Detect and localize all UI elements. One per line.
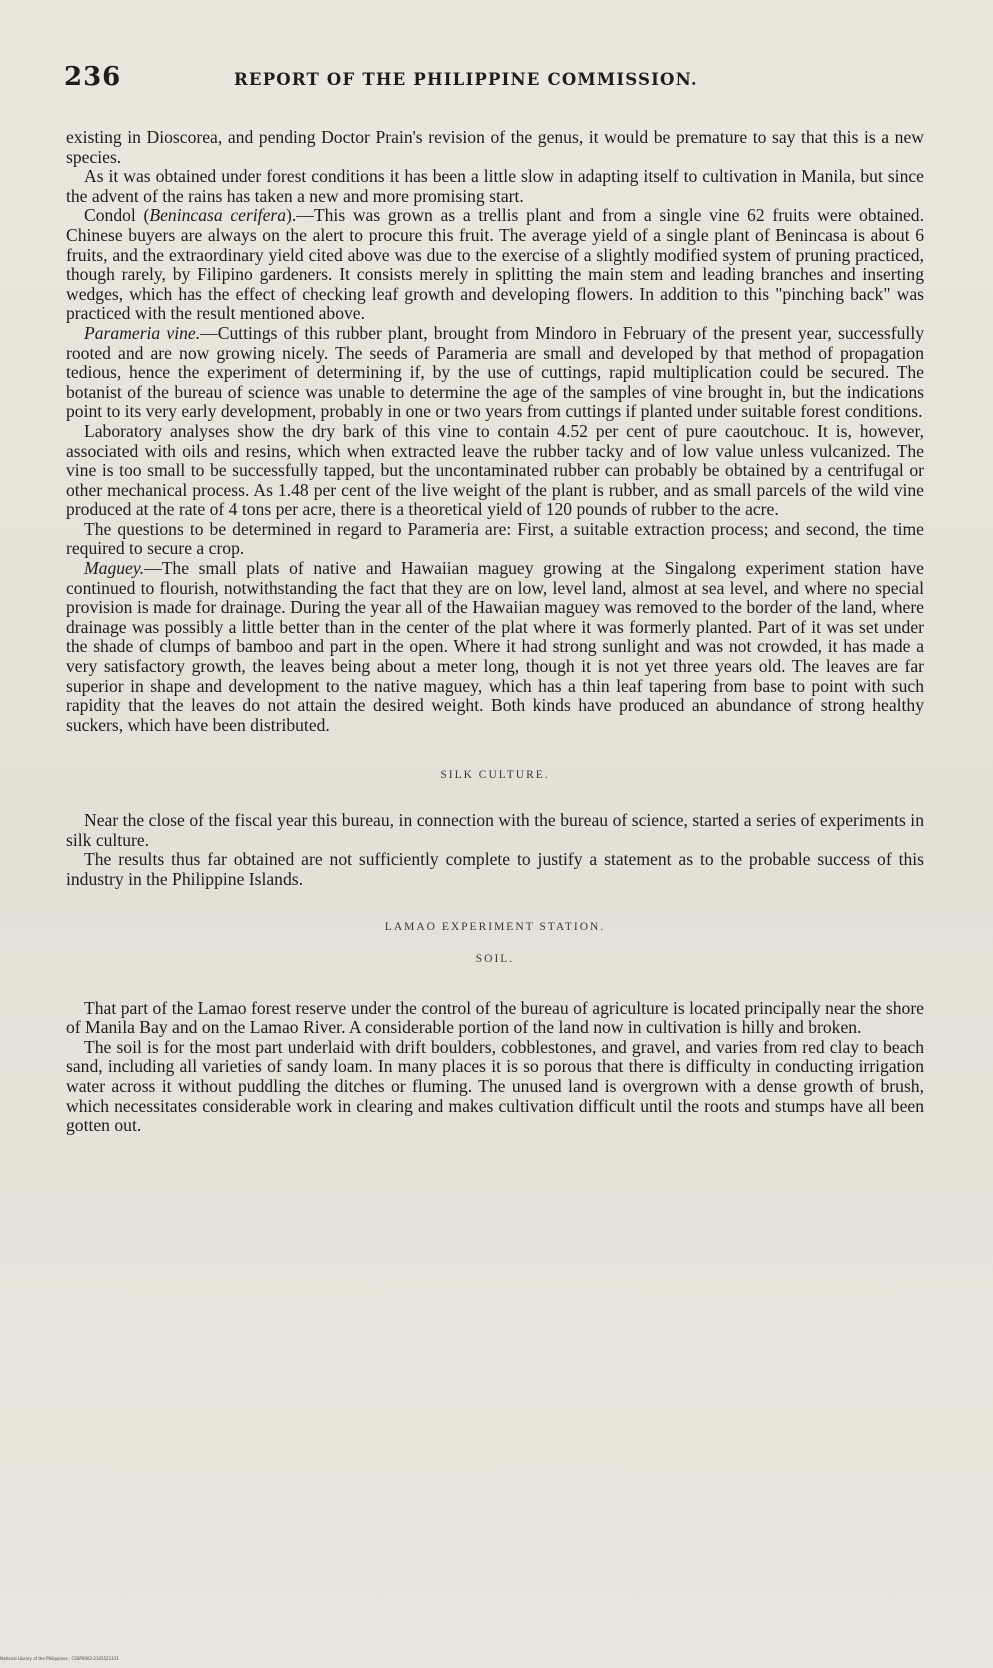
page-number: 236 <box>64 62 122 92</box>
page-body <box>66 128 924 1136</box>
paragraph-dioscorea-cultivation: As it was obtained under forest conditions it has been a little slow in adapting itself to cultivation in Manila, but since the advent of the rains has taken a new and more promising start. <box>66 166 924 206</box>
parameria-text: —Cuttings of this rubber plant, brought from Mindoro in February of the present year, successfully rooted and are now growing nicely. The seeds of Parameria are small and developed by that method of propagation tedious, hence the experiment of determining if, by the use of cuttings, rapid multiplication could be secured. The botanist of the bureau of science was unable to determine the age of the samples of vine brought in, but the indications point to its very early development, probably in one or two years from cuttings if planted under suitable forest conditions. <box>66 322 925 422</box>
maguey-text: —The small plats of native and Hawaiian maguey growing at the Singalong experiment station have continued to flourish, notwithstanding the fact that they are on low, level land, almost at sea level, and where no special provision is made for drainage. During the year all of the Hawaiian maguey was removed to the border of the land, where drainage was possibly a little better than in the center of the plat where it was formerly planted. Part of it was set under the shade of clumps of bamboo and part in the open. Where it had strong sunlight and was not crowded, it has made a very satisfactory growth, the leaves being about a meter long, though it is not yet three years old. The leaves are far superior in shape and development to the native maguey, which has a thin leaf tapering from base to point with such rapidity that the leaves do not attain the desired weight. Both kinds have produced an abundance of strong healthy suckers, which have been distributed. <box>66 558 924 735</box>
running-head: REPORT OF THE PHILIPPINE COMMISSION. <box>234 70 698 89</box>
paragraph-dioscorea-continued: existing in Dioscorea, and pending Doctor Prain's revision of the genus, it would be premature to say that this is a new species. <box>66 127 924 167</box>
paragraph-maguey <box>66 559 924 735</box>
section-heading-soil: SOIL. <box>475 952 515 965</box>
page-header <box>64 62 934 102</box>
section-heading-lamao-station: LAMAO EXPERIMENT STATION. <box>384 921 606 934</box>
condol-scientific-name: Benincasa cerifera <box>149 205 287 226</box>
parameria-lead: Parameria vine. <box>84 322 201 343</box>
paragraph-laboratory-analyses: Laboratory analyses show the dry bark of this vine to contain 4.52 per cent of pure caoutchouc. It is, however, associated with oils and resins, which when extracted leave the rubber tacky and of low value unless vulcanized. The vine is too small to be successfully tapped, but the uncontaminated rubber can probably be obtained by a centrifugal or other mechanical process. As 1.48 per cent of the live weight of the plant is rubber, and as small parcels of the wild vine produced at the rate of 4 tons per acre, there is a theoretical yield of 120 pounds of rubber to the acre. <box>66 420 924 520</box>
condol-text: ).—This was grown as a trellis plant and from a single vine 62 fruits were obtained. Chinese buyers are always on the alert to procure this fruit. The average yield of a single plant of Benincasa is about 6 fruits, and the extraordinary yield cited above was due to the exercise of a slightly modified system of pruning practiced, though rarely, by Filipino gardeners. It consists merely in splitting the main stem and leading branches and inserting wedges, which has the effect of checking leaf growth and developing flowers. In addition to this "pinching back" was practiced with the result mentioned above. <box>66 205 924 324</box>
paragraph-parameria-questions: The questions to be determined in regard to Parameria are: First, a suitable extraction process; and second, the time required to secure a crop. <box>66 518 924 559</box>
paragraph-condol <box>66 206 924 324</box>
section-heading-silk-culture: SILK CULTURE. <box>440 769 550 782</box>
paragraph-soil-description: The soil is for the most part underlaid with drift boulders, cobblestones, and gravel, and varies from red clay to beach sand, including all varieties of sandy loam. In many places it is so porous that there is difficulty in conducting irrigation water across it without puddling the ditches or fluming. The unused land is overgrown with a dense growth of brush, which necessitates considerable work in clearing and makes cultivation difficult until the roots and stumps have all been gotten out. <box>66 1036 924 1136</box>
paragraph-silk-experiments: Near the close of the fiscal year this bureau, in connection with the bureau of science, started a series of experiments in silk culture. <box>66 810 924 850</box>
condol-lead: Condol ( <box>84 205 150 226</box>
maguey-lead: Maguey. <box>84 558 145 579</box>
digitization-credit: National Library of the Philippines · CSSP0002-2105521131 <box>0 1656 119 1661</box>
paragraph-lamao-reserve: That part of the Lamao forest reserve under the control of the bureau of agriculture is located principally near the shore of Manila Bay and on the Lamao River. A considerable portion of the land now in cultivation is hilly and broken. <box>66 997 924 1038</box>
paragraph-silk-results: The results thus far obtained are not sufficiently complete to justify a statement as to the probable success of this industry in the Philippine Islands. <box>66 849 924 889</box>
paragraph-parameria-vine <box>66 324 924 422</box>
